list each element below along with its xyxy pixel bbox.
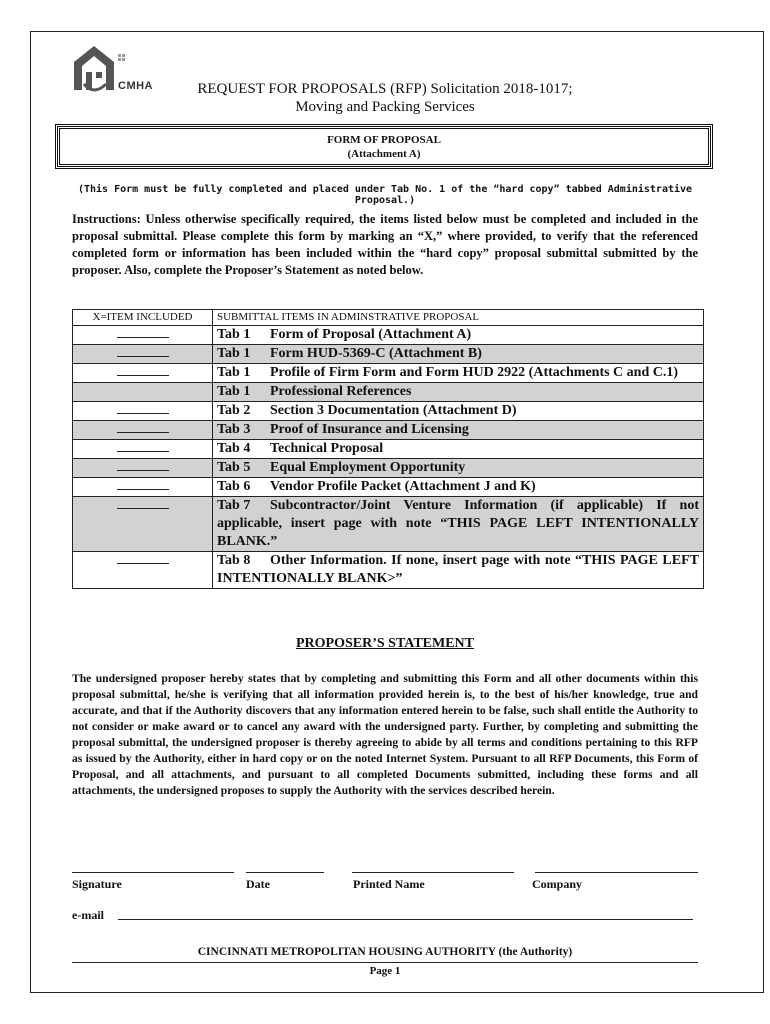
submittal-items-table <box>72 309 704 589</box>
item-description: Tab 8 Other Information. If none, insert page with note “THIS PAGE LEFT INTENTIONALLY BLANK>” <box>213 552 704 589</box>
item-check-field[interactable] <box>73 364 213 383</box>
col-header-items: SUBMITTAL ITEMS IN ADMINSTRATIVE PROPOSAL <box>213 310 704 326</box>
signature-label: Signature <box>72 877 122 891</box>
table-row <box>73 440 704 459</box>
item-check-field[interactable] <box>73 440 213 459</box>
footer-divider <box>72 962 698 963</box>
item-description: Tab 1 Professional References <box>213 383 704 402</box>
placement-note: (This Form must be fully completed and placed under Tab No. 1 of the “hard copy” tabbed Administrative Proposal.) <box>77 184 693 206</box>
table-row <box>73 552 704 589</box>
table-row <box>73 383 704 402</box>
item-check-field[interactable] <box>73 552 213 589</box>
item-check-field[interactable] <box>73 345 213 364</box>
page-number: Page 1 <box>369 965 401 977</box>
instructions-paragraph: Instructions: Unless otherwise specifically required, the items listed below must be completed and included in the proposal submittal. Please complete this form by marking an “X,” where provided, to verify that the referenced completed form or information has been included within the “hard copy” proposal submittal submitted by the proposer. Also, complete the Proposer’s Statement as noted below. <box>72 212 698 277</box>
item-check-field[interactable] <box>73 497 213 552</box>
footer-organization: CINCINNATI METROPOLITAN HOUSING AUTHORITY (the Authority) <box>197 946 573 958</box>
logo-text: CMHA <box>118 80 153 92</box>
title-line-1: REQUEST FOR PROPOSALS (RFP) Solicitation 2018-1017; <box>197 81 573 97</box>
signature-line[interactable] <box>72 872 234 873</box>
item-check-field[interactable] <box>73 459 213 478</box>
item-check-field[interactable] <box>73 402 213 421</box>
table-row <box>73 497 704 552</box>
date-line[interactable] <box>246 872 324 873</box>
table-row <box>73 364 704 383</box>
item-description: Tab 7 Subcontractor/Joint Venture Information (if applicable) If not applicable, insert page with note “THIS PAGE LEFT INTENTIONALLY BLANK.” <box>213 497 704 552</box>
item-description: Tab 5 Equal Employment Opportunity <box>213 459 704 478</box>
form-box-line-2: (Attachment A) <box>347 148 421 160</box>
item-description: Tab 4 Technical Proposal <box>213 440 704 459</box>
item-description: Tab 1 Profile of Firm Form and Form HUD 2922 (Attachments C and C.1) <box>213 364 704 383</box>
item-check-field[interactable] <box>73 421 213 440</box>
email-line[interactable] <box>118 919 693 920</box>
date-label: Date <box>246 877 270 891</box>
item-description: Tab 2 Section 3 Documentation (Attachment D) <box>213 402 704 421</box>
form-of-proposal-box <box>55 124 713 169</box>
table-row <box>73 402 704 421</box>
item-description: Tab 1 Form of Proposal (Attachment A) <box>213 326 704 345</box>
table-header-row <box>73 310 704 326</box>
table-row <box>73 421 704 440</box>
email-label: e-mail <box>72 908 104 922</box>
title-line-2: Moving and Packing Services <box>295 99 475 115</box>
item-description: Tab 3 Proof of Insurance and Licensing <box>213 421 704 440</box>
item-description: Tab 6 Vendor Profile Packet (Attachment J and K) <box>213 478 704 497</box>
table-row <box>73 459 704 478</box>
item-check-field[interactable] <box>73 478 213 497</box>
table-row <box>73 345 704 364</box>
proposers-statement-body: The undersigned proposer hereby states that by completing and submitting this Form and all other documents within this proposal submittal, he/she is verifying that all information provided herein is, to the best of his/her knowledge, true and accurate, and that if the Authority discovers that any information entered herein to be false, such shall entitle the Authority to not consider or make award or to cancel any award with the undersigned party. Further, by completing and submitting the proposal submittal, the undersigned proposer is thereby agreeing to abide by all terms and conditions pertaining to this RFP as issued by the Authority, either in hard copy or on the noted Internet System. Pursuant to all RFP Documents, this Form of Proposal, and all attachments, and pursuant to all completed Documents submitted, including these forms and all attachments, the undersigned proposes to supply the Authority with the services described herein. <box>72 672 698 797</box>
form-box-line-1: FORM OF PROPOSAL <box>327 134 441 146</box>
company-line[interactable] <box>535 872 698 873</box>
printed-name-line[interactable] <box>352 872 514 873</box>
company-label: Company <box>532 877 583 891</box>
item-check-field[interactable] <box>73 383 213 402</box>
table-row <box>73 326 704 345</box>
proposers-statement-title: PROPOSER’S STATEMENT <box>295 636 474 651</box>
page-title <box>170 80 600 116</box>
printed-name-label: Printed Name <box>353 877 425 891</box>
form-box-inner <box>59 128 709 165</box>
table-row <box>73 478 704 497</box>
item-check-field[interactable] <box>73 326 213 345</box>
col-header-included: X=ITEM INCLUDED <box>73 310 213 326</box>
item-description: Tab 1 Form HUD-5369-C (Attachment B) <box>213 345 704 364</box>
